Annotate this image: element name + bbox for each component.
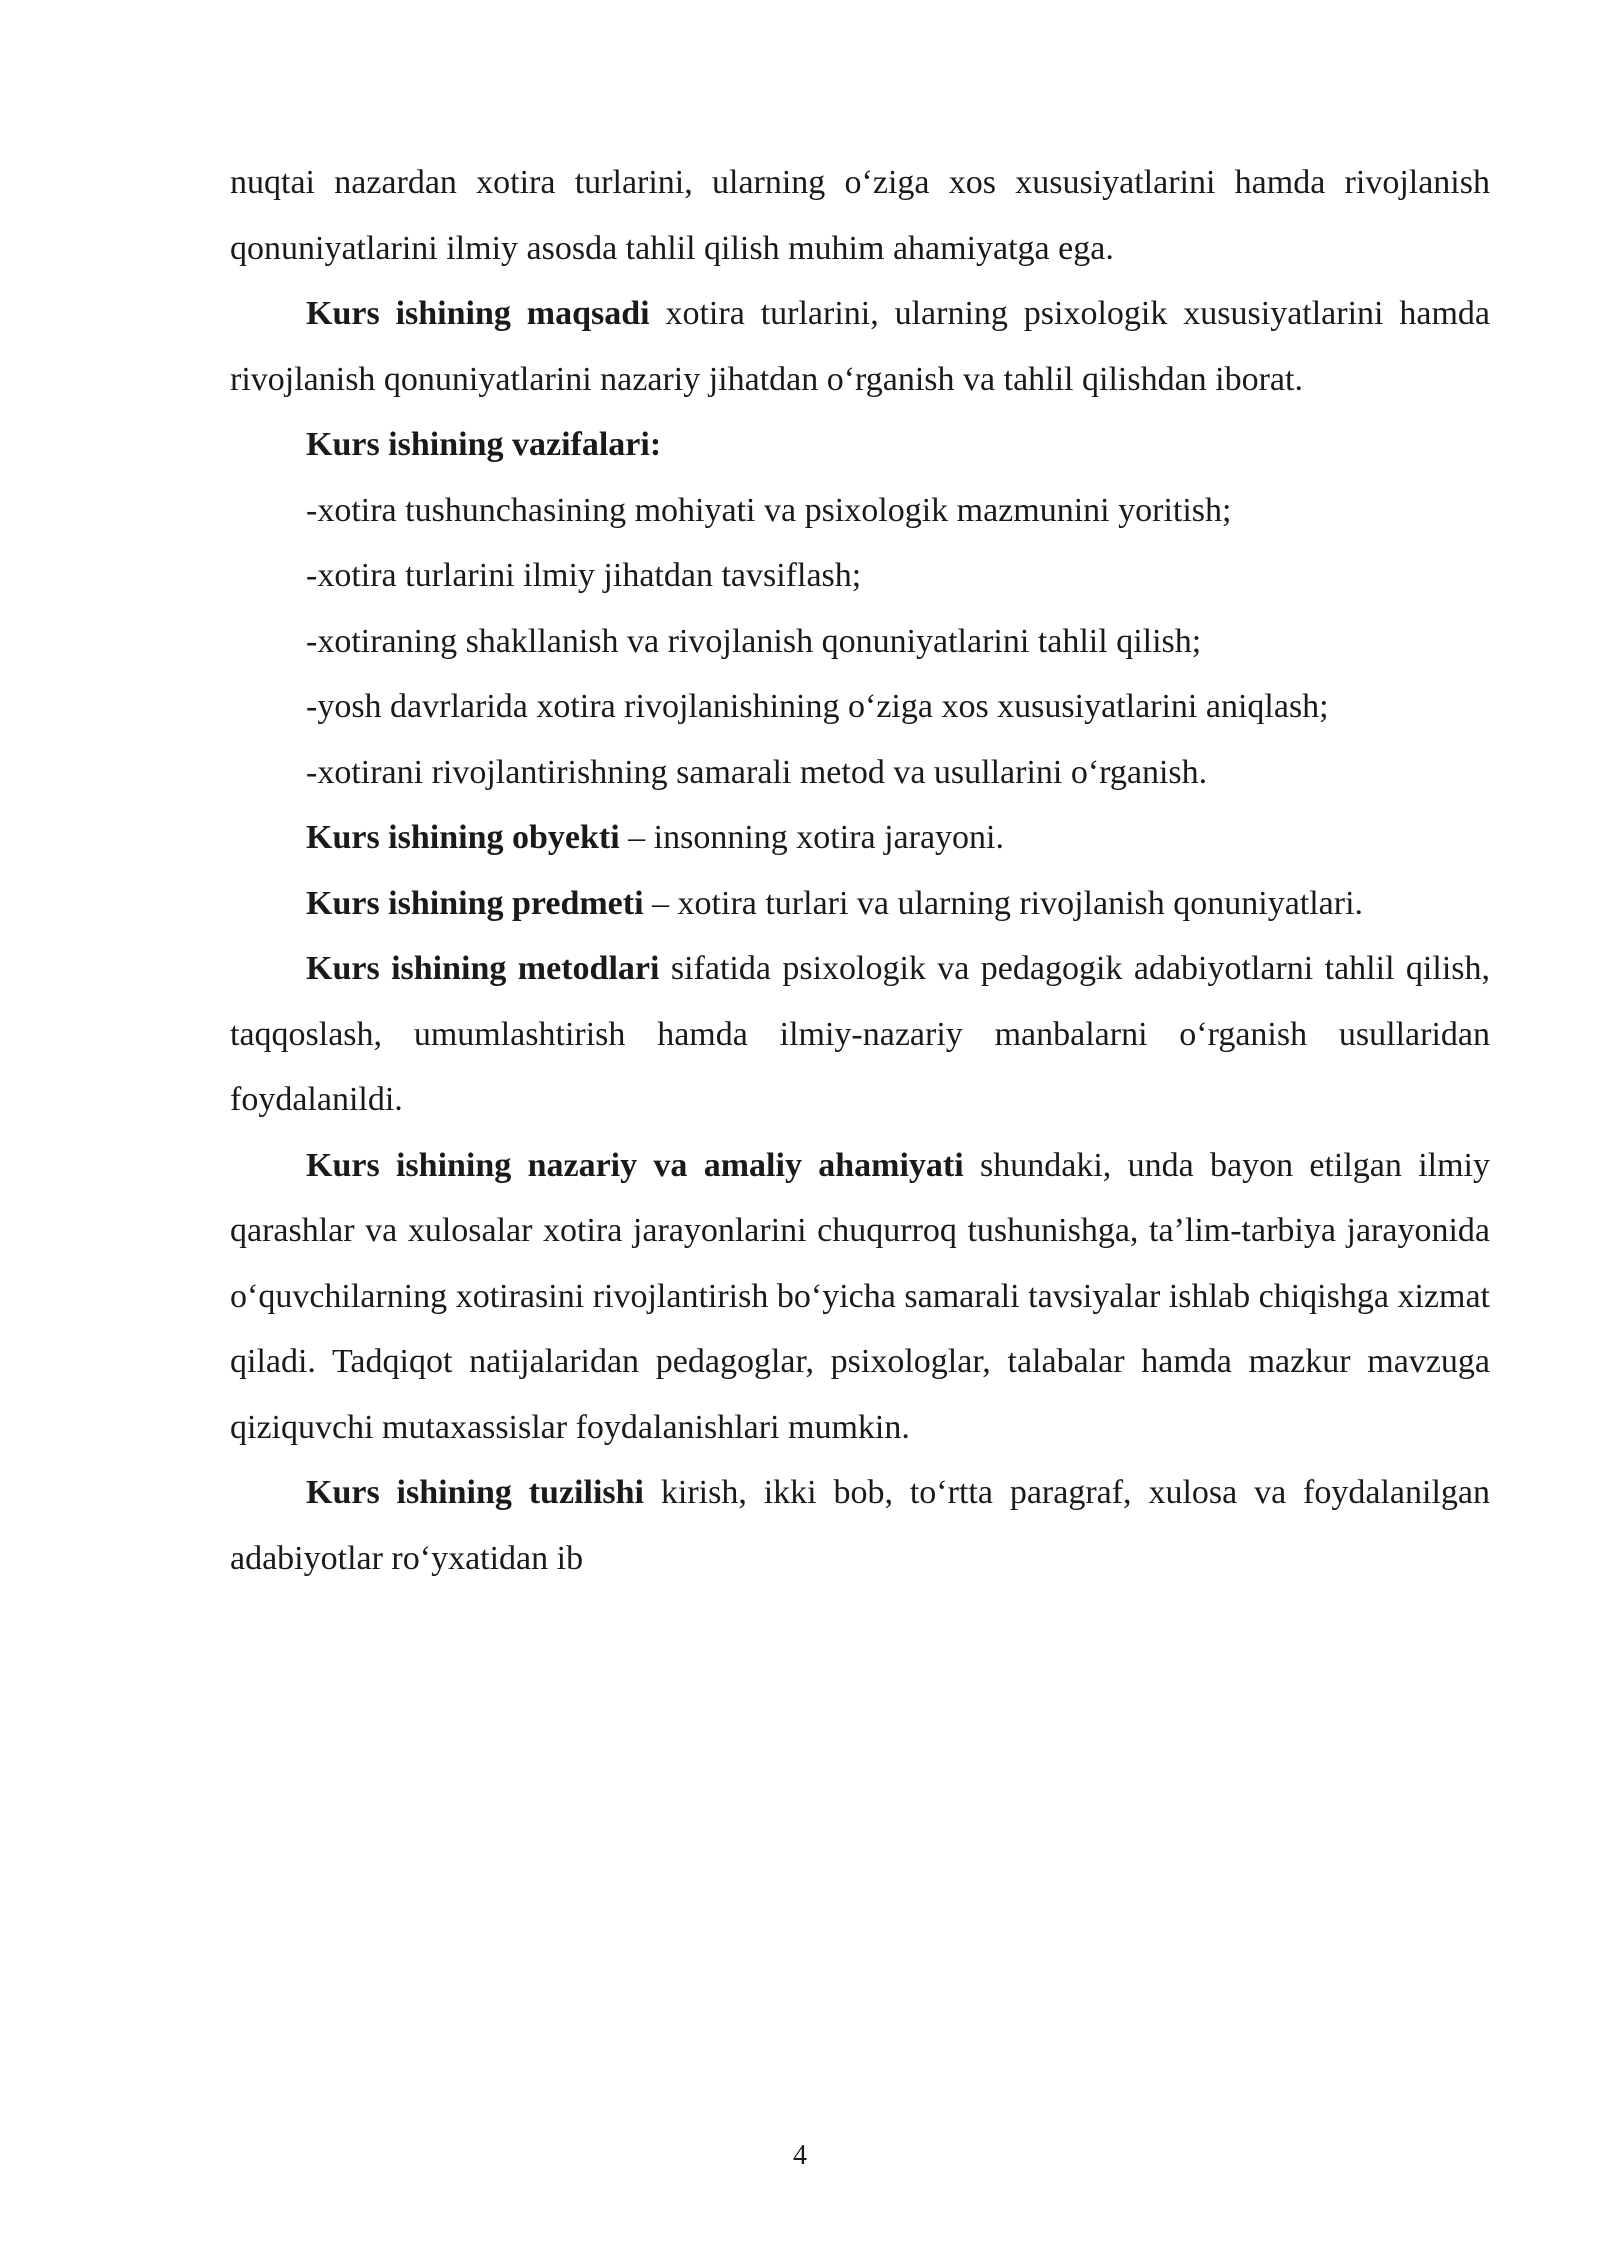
goal-label: Kurs ishining maqsadi: [306, 295, 650, 332]
paragraph-structure: [230, 1460, 1490, 1591]
subject-label: Kurs ishining predmeti: [306, 884, 644, 922]
paragraph-subject: [230, 871, 1490, 937]
task-item: -xotira tushunchasining mohiyati va psixologik mazmunini yoritish;: [306, 491, 1232, 529]
object-label: Kurs ishining obyekti: [306, 819, 620, 856]
structure-text: kirish, ikki bob, to‘rtta paragraf, xulosa va foydalanilgan adabiyotlar ro‘yxatidan ib: [230, 1474, 1490, 1577]
paragraph-methods: [230, 936, 1490, 1133]
significance-label: Kurs ishining nazariy va amaliy ahamiyati: [306, 1146, 964, 1184]
paragraph-intro-continuation: nuqtai nazardan xotira turlarini, ularning o‘ziga xos xususiyatlarini hamda rivojlanish qonuniyatlarini ilmiy asosda tahlil qilish muhim ahamiyatga ega.: [230, 164, 1490, 267]
goal-text: xotira turlarini, ularning psixologik xususiyatlarini hamda rivojlanish qonuniyatlarini nazariy jihatdan o‘rganish va tahlil qilishdan iborat.: [230, 295, 1491, 398]
structure-label: Kurs ishining tuzilishi: [306, 1474, 644, 1511]
tasks-heading: Kurs ishining vazifalari:: [306, 426, 662, 463]
task-item: -xotiraning shakllanish va rivojlanish qonuniyatlarini tahlil qilish;: [306, 622, 1202, 660]
task-item: -xotirani rivojlantirishning samarali metod va usullarini o‘rganish.: [306, 753, 1208, 791]
methods-label: Kurs ishining metodlari: [306, 950, 660, 987]
paragraph-significance: [230, 1133, 1490, 1461]
paragraph-goal: [230, 281, 1490, 412]
task-item: -xotira turlarini ilmiy jihatdan tavsiflash;: [306, 557, 862, 594]
methods-text: sifatida psixologik va pedagogik adabiyotlarni tahlil qilish, taqqoslash, umumlashtirish hamda ilmiy-nazariy manbalarni o‘rganish usullaridan foydalanildi.: [230, 950, 1490, 1118]
significance-text: shundaki, unda bayon etilgan ilmiy qarashlar va xulosalar xotira jarayonlarini chuqurroq tushunishga, ta’lim-tarbiya jarayonida o‘quvchilarning xotirasini rivojlantirish bo‘yicha samarali tavsiyalar ishlab chiqishga xizmat qiladi. Tadqiqot natijalaridan pedagoglar, psixologlar, talabalar hamda mazkur mavzuga qiziquvchi mutaxassislar foydalanishlari mumkin.: [230, 1146, 1490, 1446]
paragraph-object: [230, 805, 1490, 871]
task-item: -yosh davrlarida xotira rivojlanishining o‘ziga xos xususiyatlarini aniqlash;: [306, 688, 1329, 725]
object-text: – insonning xotira jarayoni.: [619, 819, 1004, 856]
document-body: [230, 150, 1490, 1591]
subject-text: – xotira turlari va ularning rivojlanish qonuniyatlari.: [643, 884, 1364, 922]
page-number: 4: [793, 2140, 807, 2171]
